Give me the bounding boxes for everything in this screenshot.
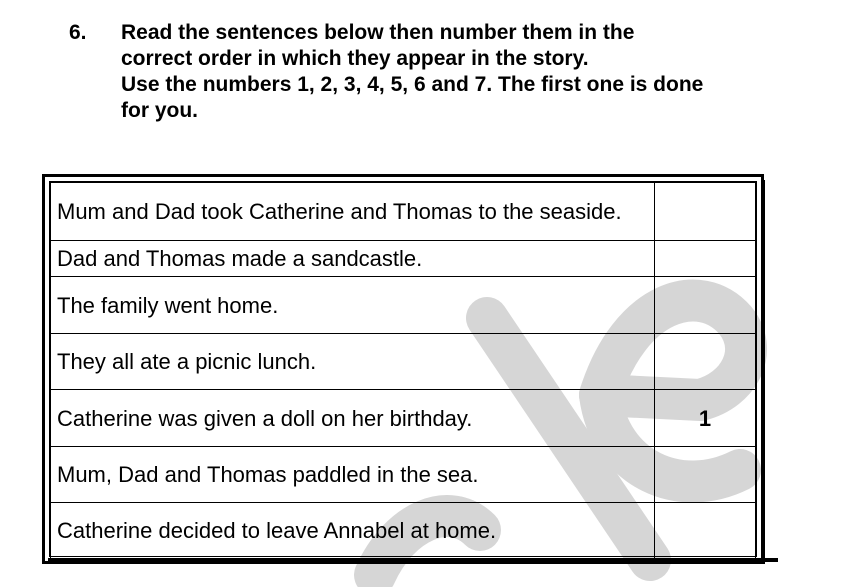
answer-box[interactable] bbox=[655, 334, 756, 390]
ordering-table-inner bbox=[49, 181, 757, 557]
table-row bbox=[51, 277, 756, 334]
instruction-line: Use the numbers 1, 2, 3, 4, 5, 6 and 7. The first one is done bbox=[121, 73, 704, 96]
question-instructions bbox=[121, 20, 821, 124]
ordering-table bbox=[50, 182, 756, 559]
sentence-cell: Dad and Thomas made a sandcastle. bbox=[51, 241, 655, 277]
table-row bbox=[51, 241, 756, 277]
answer-box[interactable] bbox=[655, 277, 756, 334]
sentence-cell: They all ate a picnic lunch. bbox=[51, 334, 655, 390]
sentence-cell: Catherine was given a doll on her birthday. bbox=[51, 390, 655, 447]
answer-box[interactable] bbox=[655, 241, 756, 277]
answer-box[interactable]: 1 bbox=[655, 390, 756, 447]
sentence-cell: Catherine decided to leave Annabel at home. bbox=[51, 503, 655, 559]
answer-box[interactable] bbox=[655, 503, 756, 559]
instruction-line: for you. bbox=[121, 99, 198, 122]
table-row bbox=[51, 390, 756, 447]
ordering-table-frame bbox=[42, 174, 764, 564]
sentence-cell: Mum, Dad and Thomas paddled in the sea. bbox=[51, 447, 655, 503]
answer-box[interactable] bbox=[655, 447, 756, 503]
table-row bbox=[51, 334, 756, 390]
table-row bbox=[51, 447, 756, 503]
instruction-line: Read the sentences below then number them in the bbox=[121, 21, 635, 44]
answer-box[interactable] bbox=[655, 183, 756, 241]
table-row bbox=[51, 503, 756, 559]
sentence-cell: The family went home. bbox=[51, 277, 655, 334]
table-row bbox=[51, 183, 756, 241]
sentence-cell: Mum and Dad took Catherine and Thomas to the seaside. bbox=[51, 183, 655, 241]
instruction-line: correct order in which they appear in the story. bbox=[121, 47, 589, 70]
question-number: 6. bbox=[69, 21, 87, 44]
